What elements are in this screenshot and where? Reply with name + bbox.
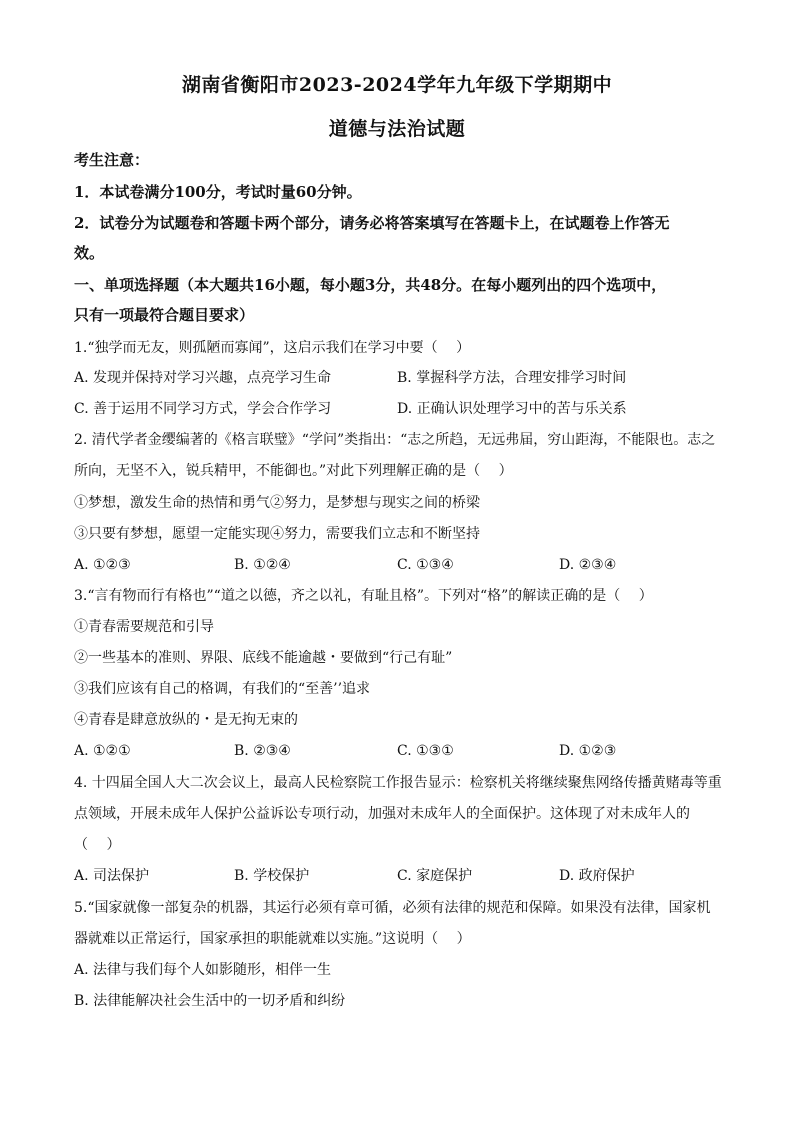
section-heading: 一、单项选择题（本大题共16小题，每小题3分，共48分。在每小题列出的四个选项中， bbox=[74, 276, 667, 294]
question-3-option-d: D. ①②③ bbox=[559, 743, 617, 759]
question-5-option-a: A. 法律与我们每个人如影随形，相伴一生 bbox=[74, 962, 332, 978]
notice-item-1: 1．本试卷满分100分，考试时量60分钟。 bbox=[74, 183, 362, 201]
question-4-stem: 4. 十四届全国人大二次会议上，最高人民检察院工作报告显示：检察机关将继续聚焦网络传播黄赌毒等重 bbox=[74, 775, 722, 791]
question-2-statement-1: ①梦想，激发生命的热情和勇气②努力，是梦想与现实之间的桥梁 bbox=[74, 495, 480, 511]
question-1-option-d: D. 正确认识处理学习中的苦与乐关系 bbox=[397, 401, 627, 417]
question-3-statement-2: ②一些基本的准则、界限、底线不能逾越・要做到“行己有耻” bbox=[74, 650, 453, 666]
question-4-stem-cont: 点领域，开展未成年人保护公益诉讼专项行动，加强对未成年人的全面保护。这体现了对未成年人的 bbox=[74, 806, 690, 822]
question-3-stem: 3.“言有物而行有格也”“道之以德，齐之以礼，有耻且格”。下列对“格”的解读正确的是（ ） bbox=[74, 588, 653, 604]
question-2-statement-2: ③只要有梦想，愿望一定能实现④努力，需要我们立志和不断坚持 bbox=[74, 526, 480, 542]
question-4-option-c: C. 家庭保护 bbox=[397, 868, 473, 884]
section-heading-cont: 只有一项最符合题目要求） bbox=[74, 306, 255, 324]
question-1-option-a: A. 发现并保持对学习兴趣，点亮学习生命 bbox=[74, 370, 332, 386]
notice-item-2: 2．试卷分为试题卷和答题卡两个部分，请务必将答案填写在答题卡上，在试题卷上作答无 bbox=[74, 214, 670, 232]
question-1-stem: 1.“独学而无友，则孤陋而寡闻”，这启示我们在学习中要（ ） bbox=[74, 340, 471, 356]
question-3-statement-3: ③我们应该有自己的格调，有我们的“至善’’追求 bbox=[74, 681, 371, 697]
question-2-stem: 2. 清代学者金缨编著的《格言联璧》“学问”类指出：“志之所趋，无远弗届，穷山距海，不能限也。志之 bbox=[74, 432, 716, 448]
question-5-option-b: B. 法律能解决社会生活中的一切矛盾和纠纷 bbox=[74, 993, 346, 1009]
question-2-option-a: A. ①②③ bbox=[74, 557, 131, 573]
question-4-option-d: D. 政府保护 bbox=[559, 868, 635, 884]
question-2-stem-cont: 所向，无坚不入，锐兵精甲，不能御也。”对此下列理解正确的是（ ） bbox=[74, 463, 513, 479]
question-3-option-a: A. ①②① bbox=[74, 743, 131, 759]
question-4-option-b: B. 学校保护 bbox=[234, 868, 310, 884]
exam-title: 湖南省衡阳市2023-2024学年九年级下学期期中 bbox=[181, 74, 613, 96]
exam-subtitle: 道德与法治试题 bbox=[328, 118, 466, 140]
question-3-option-b: B. ②③④ bbox=[234, 743, 291, 759]
question-5-stem-cont: 器就难以正常运行，国家承担的职能就难以实施。”这说明（ ） bbox=[74, 931, 471, 947]
question-2-option-c: C. ①③④ bbox=[397, 557, 454, 573]
question-4-option-a: A. 司法保护 bbox=[74, 868, 150, 884]
question-2-option-b: B. ①②④ bbox=[234, 557, 291, 573]
question-1-option-c: C. 善于运用不同学习方式，学会合作学习 bbox=[74, 401, 332, 417]
question-2-option-d: D. ②③④ bbox=[559, 557, 617, 573]
question-4-stem-blank: （ ） bbox=[74, 837, 121, 853]
question-3-statement-1: ①青春需要规范和引导 bbox=[74, 619, 214, 635]
question-5-stem: 5.“国家就像一部复杂的机器，其运行必须有章可循，必须有法律的规范和保障。如果没有法律，国家机 bbox=[74, 900, 711, 916]
notice-heading: 考生注意： bbox=[74, 151, 150, 169]
question-3-option-c: C. ①③① bbox=[397, 743, 454, 759]
notice-item-2-cont: 效。 bbox=[74, 244, 105, 262]
question-3-statement-4: ④青春是肆意放纵的・是无拘无束的 bbox=[74, 712, 298, 728]
question-1-option-b: B. 掌握科学方法，合理安排学习时间 bbox=[397, 370, 627, 386]
